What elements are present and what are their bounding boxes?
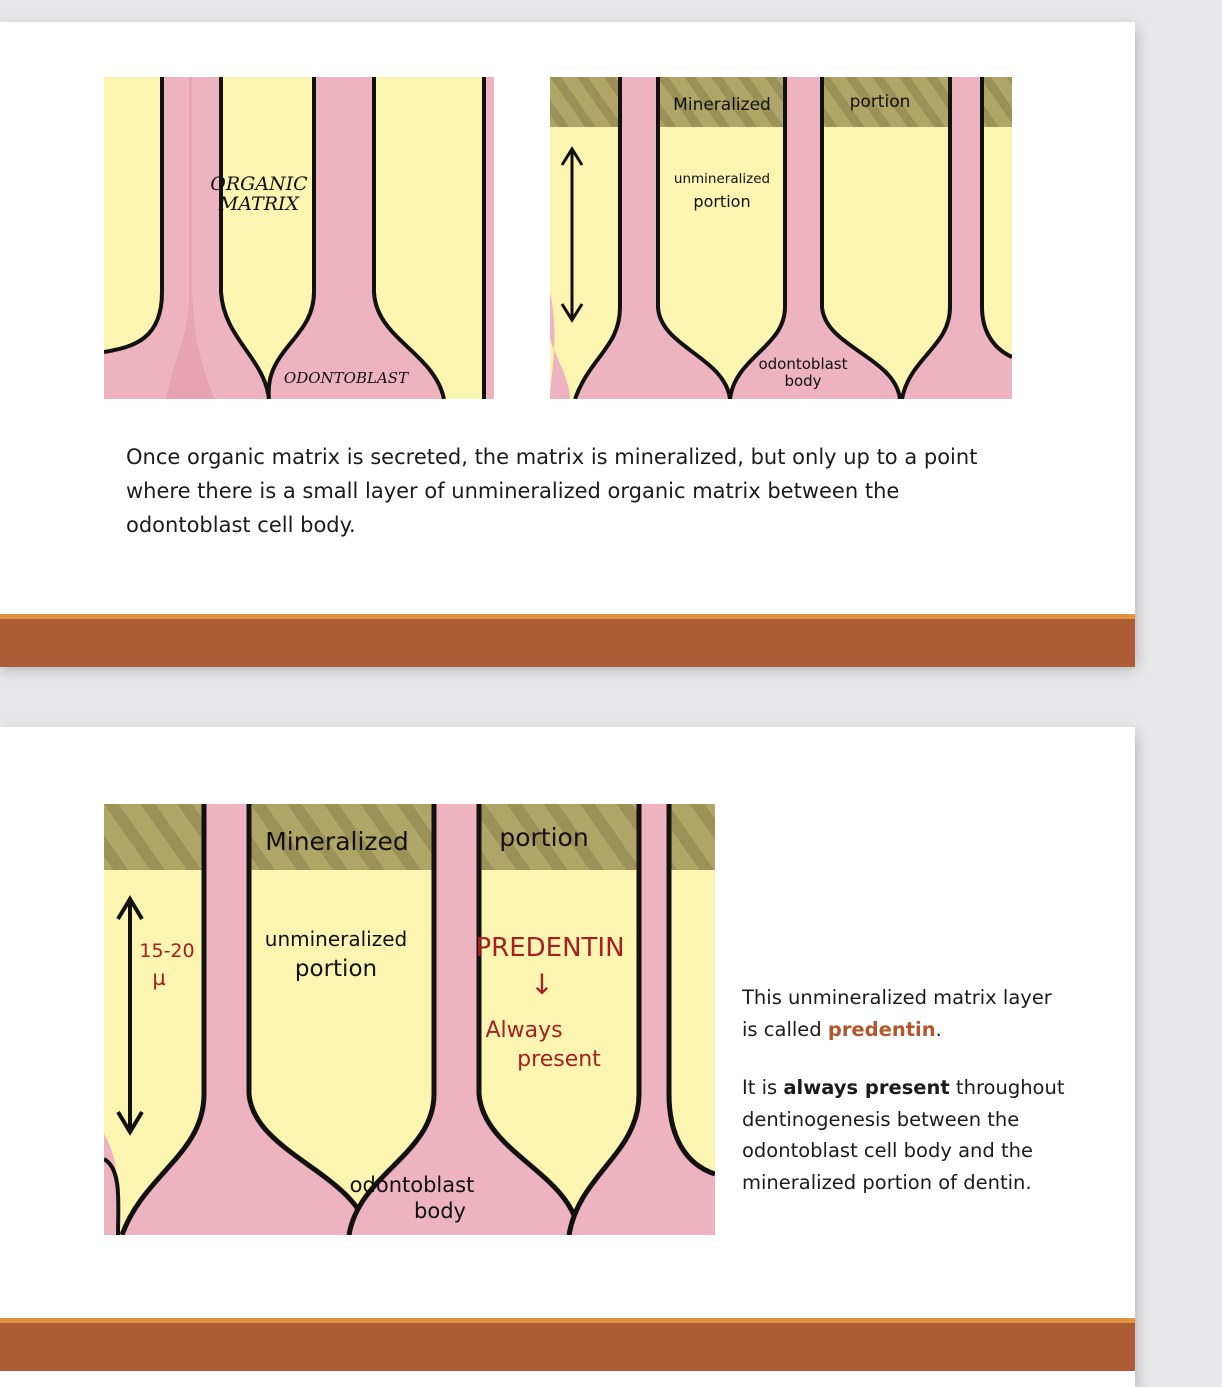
- organic-matrix-label-line1: ORGANIC: [210, 173, 308, 195]
- slide-2: [0, 727, 1135, 1387]
- always-present-emphasis: always present: [783, 1076, 950, 1099]
- thickness-label-line2: µ: [152, 966, 166, 990]
- present-label: present: [517, 1047, 601, 1072]
- organic-matrix-label-line2: MATRIX: [218, 193, 300, 215]
- predentin-term: predentin: [827, 1017, 936, 1041]
- unmineralized-label-line1: unmineralized: [264, 927, 408, 951]
- slide-1-caption: Once organic matrix is secreted, the matrix is mineralized, but only up to a point where there is a small layer of unmineralized organic matrix between the odontoblast cell body.: [126, 445, 978, 537]
- odontoblast-body-label-line1: odontoblast: [758, 355, 848, 373]
- mineralized-label: Mineralized: [265, 827, 409, 856]
- odontoblast-body-label-line1: odontoblast: [349, 1173, 475, 1197]
- portion-label: portion: [849, 92, 911, 112]
- always-label: Always: [485, 1018, 563, 1043]
- mineralization-illustration: [550, 77, 1012, 399]
- footer-bar: [0, 1318, 1135, 1371]
- odontoblast-label: ODONTOBLAST: [283, 369, 409, 387]
- predentin-illustration: [104, 804, 715, 1235]
- odontoblast-body-label-line2: body: [784, 372, 822, 390]
- thickness-label-line1: 15-20: [139, 940, 195, 962]
- down-arrow-label: ↓: [530, 968, 554, 1001]
- portion-label: portion: [499, 823, 589, 852]
- mineralized-label: Mineralized: [673, 95, 771, 115]
- slide-2-text: [742, 982, 1072, 1225]
- slide-1: [0, 22, 1135, 662]
- predentin-description: It is always present throughout dentinogenesis between the odontoblast cell body and the mineralized portion of dentin.: [742, 1076, 1065, 1194]
- odontoblast-body-label-line2: body: [414, 1199, 466, 1223]
- footer-bar: [0, 614, 1135, 667]
- predentin-definition: This unmineralized matrix layer is called predentin.: [742, 986, 1052, 1041]
- predentin-label: PREDENTIN: [475, 933, 625, 963]
- unmineralized-label-line1: unmineralized: [673, 171, 771, 187]
- unmineralized-label-line2: portion: [693, 192, 751, 211]
- organic-matrix-illustration: [104, 77, 494, 399]
- unmineralized-label-line2: portion: [294, 956, 378, 982]
